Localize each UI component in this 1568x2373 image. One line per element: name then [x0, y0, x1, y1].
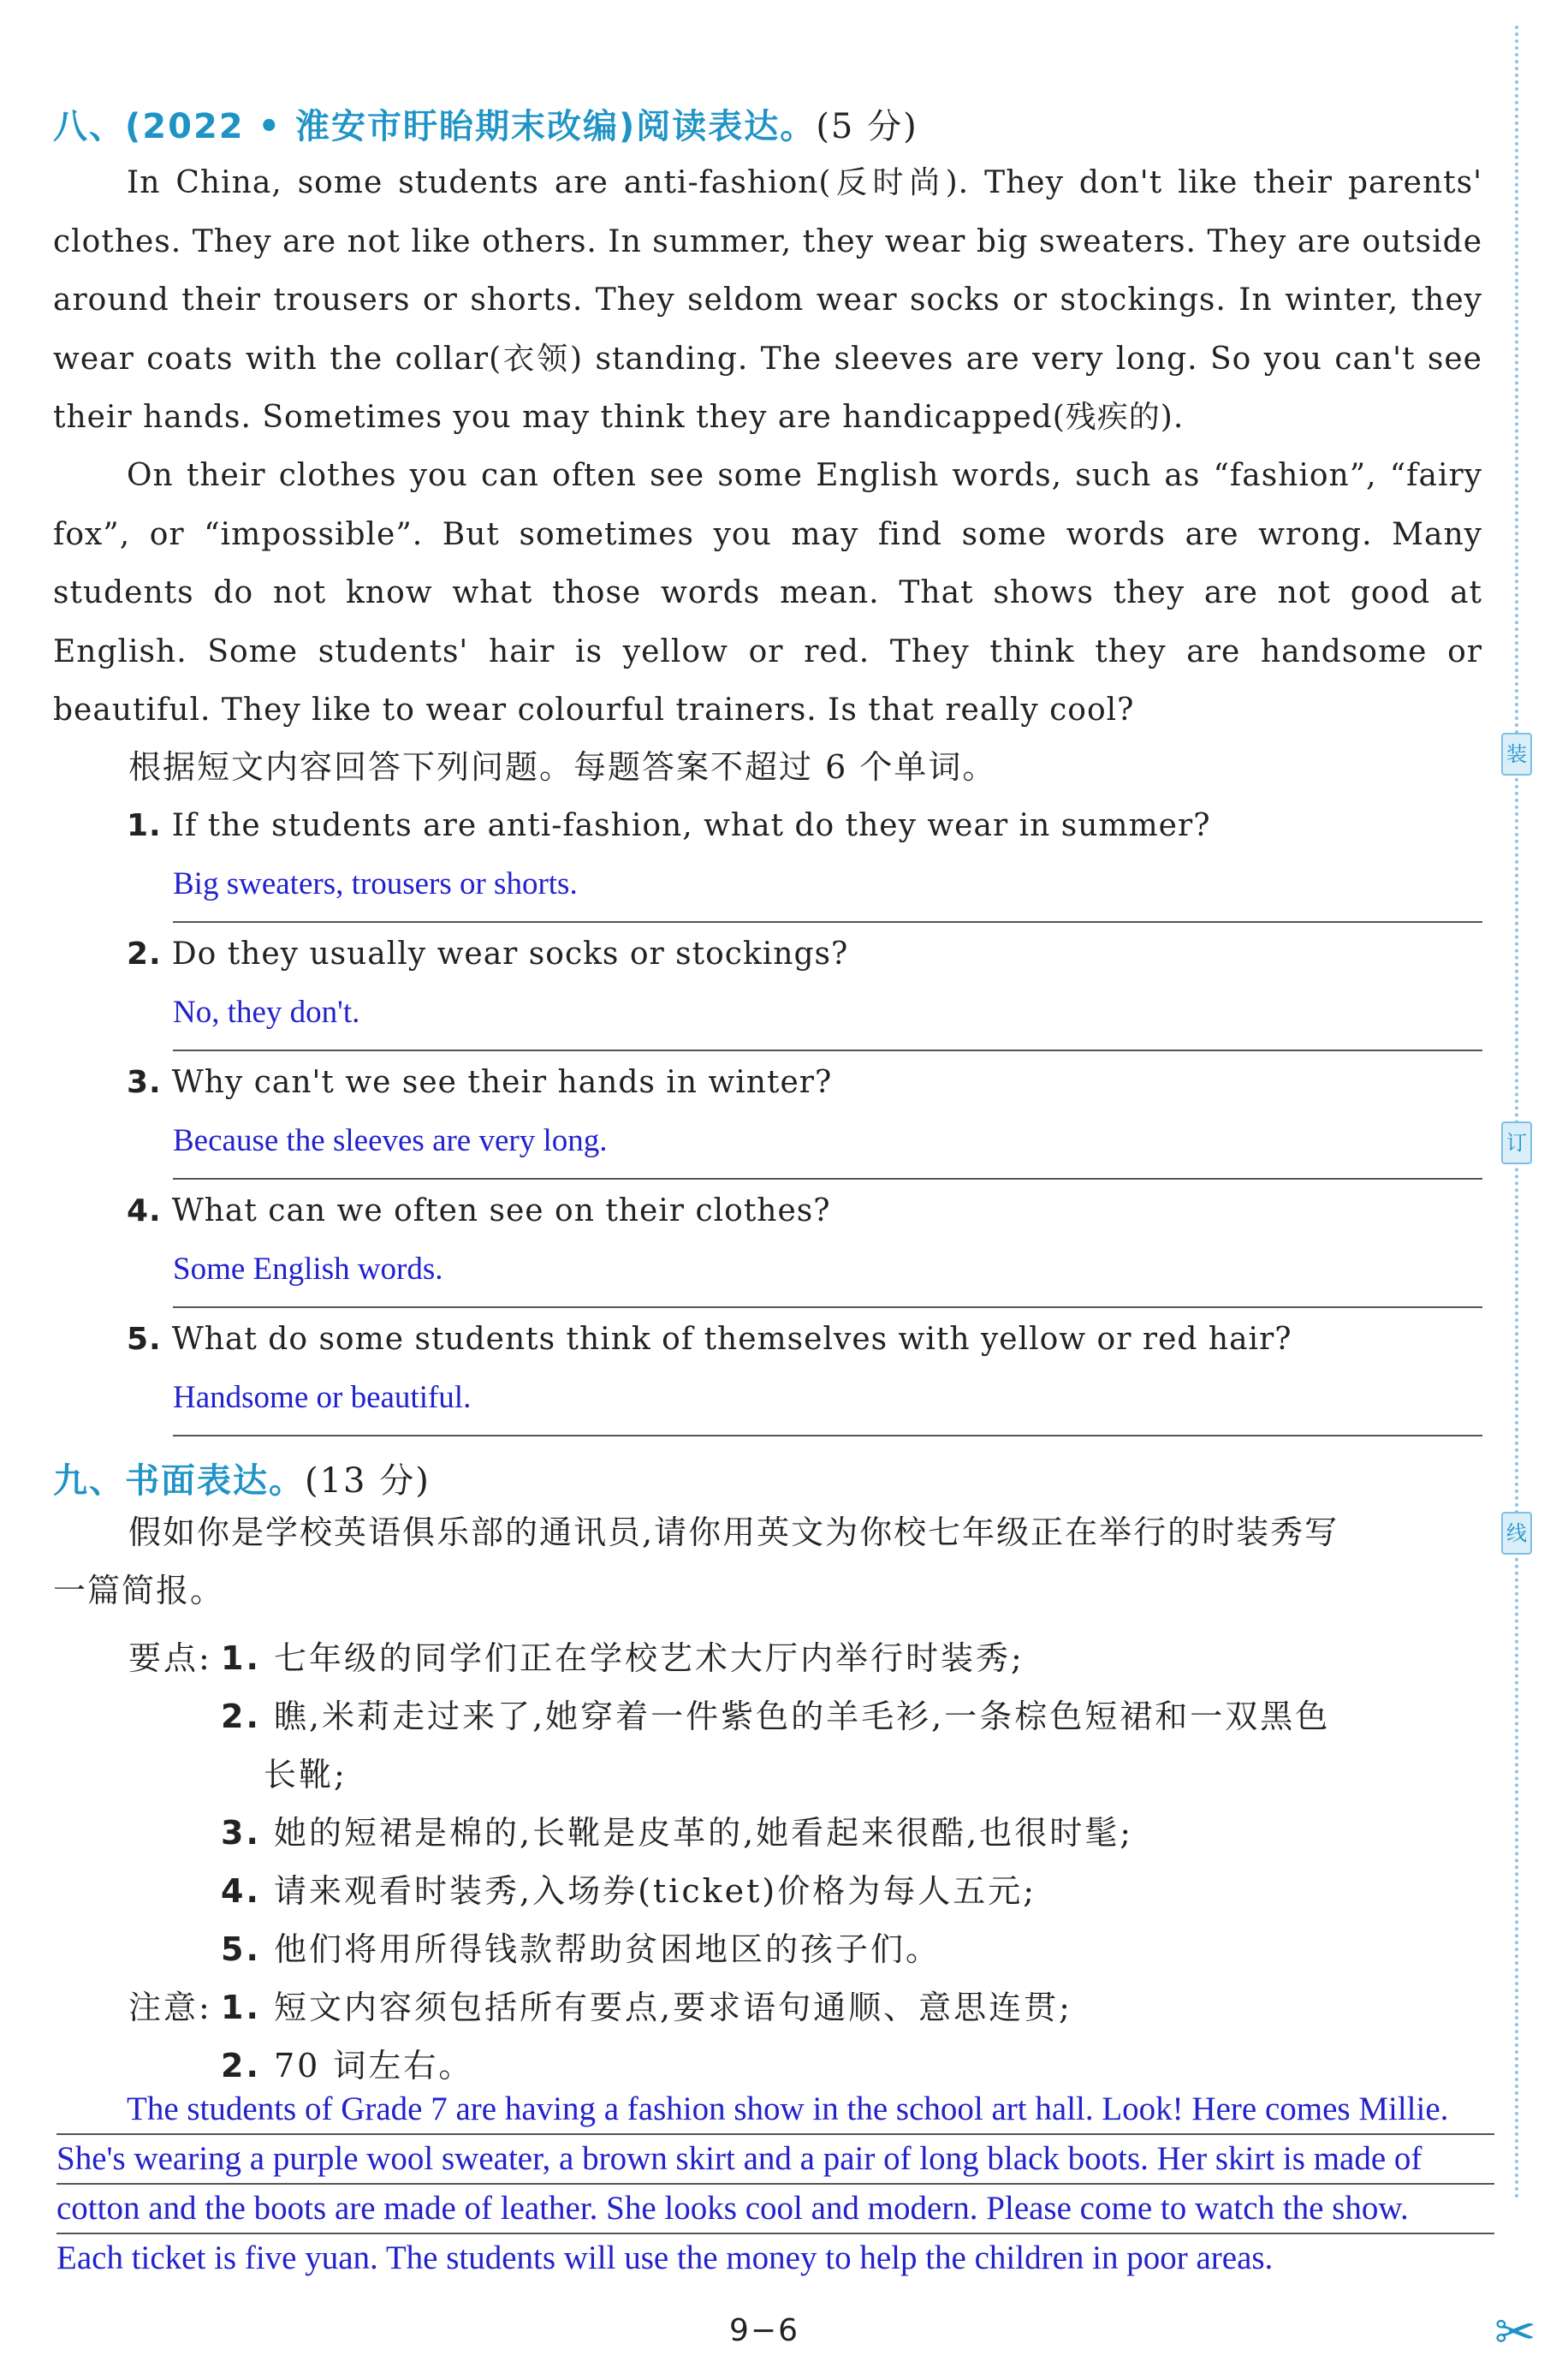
key-point-2: [221, 1690, 1330, 1737]
answer-line-5[interactable]: [173, 1375, 1482, 1436]
section-8-points: (5 分): [816, 107, 918, 146]
key-point-text: 瞧,米莉走过来了,她穿着一件紫色的羊毛衫,一条棕色短裙和一双黑色: [273, 1698, 1331, 1735]
section-9-title: 九、书面表达。: [53, 1461, 305, 1501]
key-point-number: 1.: [221, 1639, 261, 1677]
key-point-2-continued: [264, 1748, 347, 1795]
page-number: 9−6: [729, 2313, 799, 2348]
question-text: If the students are anti-fashion, what do they wear in summer?: [171, 808, 1211, 843]
key-point-4: [221, 1864, 1036, 1912]
key-points-label: 要点:: [128, 1639, 212, 1677]
note-number: 2.: [221, 2047, 261, 2085]
note-text: 短文内容须包括所有要点,要求语句通顺、意思连贯;: [273, 1989, 1072, 2026]
passage-paragraph-2: On their clothes you can often see some English words, such as “fashion”, “fairy fox”, or “impossible”. But sometimes you may find some words are wrong. Many students do not know what those words mean. That shows they are not good at English. Some students' hair is yellow or red. They think they are handsome or beautiful. They like to wear colourful trainers. Is that really cool?: [53, 458, 1482, 728]
question-text: Why can't we see their hands in winter?: [171, 1065, 833, 1100]
question-text: What can we often see on their clothes?: [171, 1193, 831, 1228]
key-point-5: [221, 1923, 941, 1970]
section-8-title: 八、(2022 • 淮安市盱眙期末改编)阅读表达。: [53, 107, 817, 146]
question-3: [127, 1065, 832, 1100]
key-point-text: 七年级的同学们正在学校艺术大厅内举行时装秀;: [273, 1639, 1025, 1677]
scissors-icon: ✂: [1494, 2303, 1536, 2361]
essay-line-2[interactable]: [56, 2135, 1494, 2185]
question-2: [127, 937, 848, 972]
question-number: 2.: [127, 937, 162, 972]
essay-line-1[interactable]: [56, 2085, 1494, 2135]
question-1: [127, 808, 1211, 843]
key-point-text: 长靴;: [264, 1756, 347, 1793]
section-9-heading: [53, 1454, 431, 1502]
key-point-number: 3.: [221, 1814, 261, 1852]
key-point-text: 他们将用所得钱款帮助贫困地区的孩子们。: [273, 1930, 941, 1968]
essay-text: The students of Grade 7 are having a fashion show in the school art hall. Look! Here comes Millie.: [127, 2090, 1449, 2127]
answer-line-2[interactable]: [173, 990, 1482, 1051]
binding-dotted-line: [1515, 26, 1518, 2200]
section-9-points: (13 分): [305, 1461, 431, 1501]
question-number: 1.: [127, 808, 162, 843]
note-text: 70 词左右。: [273, 2047, 474, 2085]
answer-text: Handsome or beautiful.: [173, 1380, 472, 1415]
key-point-number: 5.: [221, 1930, 261, 1968]
question-number: 3.: [127, 1065, 162, 1100]
key-point-text: 她的短裙是棉的,长靴是皮革的,她看起来很酷,也很时髦;: [273, 1814, 1134, 1852]
essay-line-4[interactable]: [56, 2234, 1494, 2282]
essay-text: Each ticket is five yuan. The students will use the money to help the children in poor areas.: [56, 2239, 1274, 2276]
note-number: 1.: [221, 1989, 261, 2026]
binding-tab-xian: 线: [1501, 1512, 1532, 1555]
question-number: 5.: [127, 1322, 162, 1357]
question-text: Do they usually wear socks or stockings?: [171, 937, 849, 972]
notes-label: 注意:: [128, 1989, 212, 2026]
answer-text: No, they don't.: [173, 995, 360, 1030]
essay-text: She's wearing a purple wool sweater, a brown skirt and a pair of long black boots. Her skirt is made of: [56, 2140, 1422, 2177]
key-point-number: 2.: [221, 1698, 261, 1735]
answer-line-4[interactable]: [173, 1246, 1482, 1308]
writing-intro-line-1: 假如你是学校英语俱乐部的通讯员,请你用英文为你校七年级正在举行的时装秀写: [128, 1514, 1339, 1551]
key-point-number: 4.: [221, 1872, 261, 1910]
question-5: [127, 1322, 1292, 1357]
binding-tab-ding: 订: [1501, 1121, 1532, 1164]
answer-text: Because the sleeves are very long.: [173, 1123, 608, 1158]
answer-line-3[interactable]: [173, 1118, 1482, 1180]
writing-intro-line-2: 一篇简报。: [53, 1572, 225, 1609]
key-point-3: [221, 1806, 1133, 1853]
note-1: [221, 1981, 1072, 2028]
question-4: [127, 1193, 831, 1228]
answer-text: Big sweaters, trousers or shorts.: [173, 866, 578, 901]
question-text: What do some students think of themselves with yellow or red hair?: [171, 1322, 1292, 1357]
section-8-heading: [53, 99, 918, 148]
reading-instruction: 根据短文内容回答下列问题。每题答案不超过 6 个单词。: [128, 748, 997, 786]
answer-line-1[interactable]: [173, 861, 1482, 923]
key-point-text: 请来观看时装秀,入场券(ticket)价格为每人五元;: [273, 1872, 1037, 1910]
answer-text: Some English words.: [173, 1252, 443, 1287]
question-number: 4.: [127, 1193, 162, 1228]
passage-paragraph-1: In China, some students are anti-fashion(反时尚). They don't like their parents' clothes. They are not like others. In summer, they wear big sweaters. They are outside around their trousers or shorts. They seldom wear socks or stockings. In winter, they wear coats with the collar(衣领) standing. The sleeves are very long. So you can't see their hands. Sometimes you may think they are handicapped(残疾的).: [53, 165, 1482, 435]
essay-text: cotton and the boots are made of leather. She looks cool and modern. Please come to watch the show.: [56, 2190, 1409, 2227]
key-point-1: [221, 1632, 1025, 1679]
binding-tab-zhuang: 装: [1501, 733, 1532, 776]
note-2: [221, 2039, 473, 2086]
essay-line-3[interactable]: [56, 2185, 1494, 2234]
